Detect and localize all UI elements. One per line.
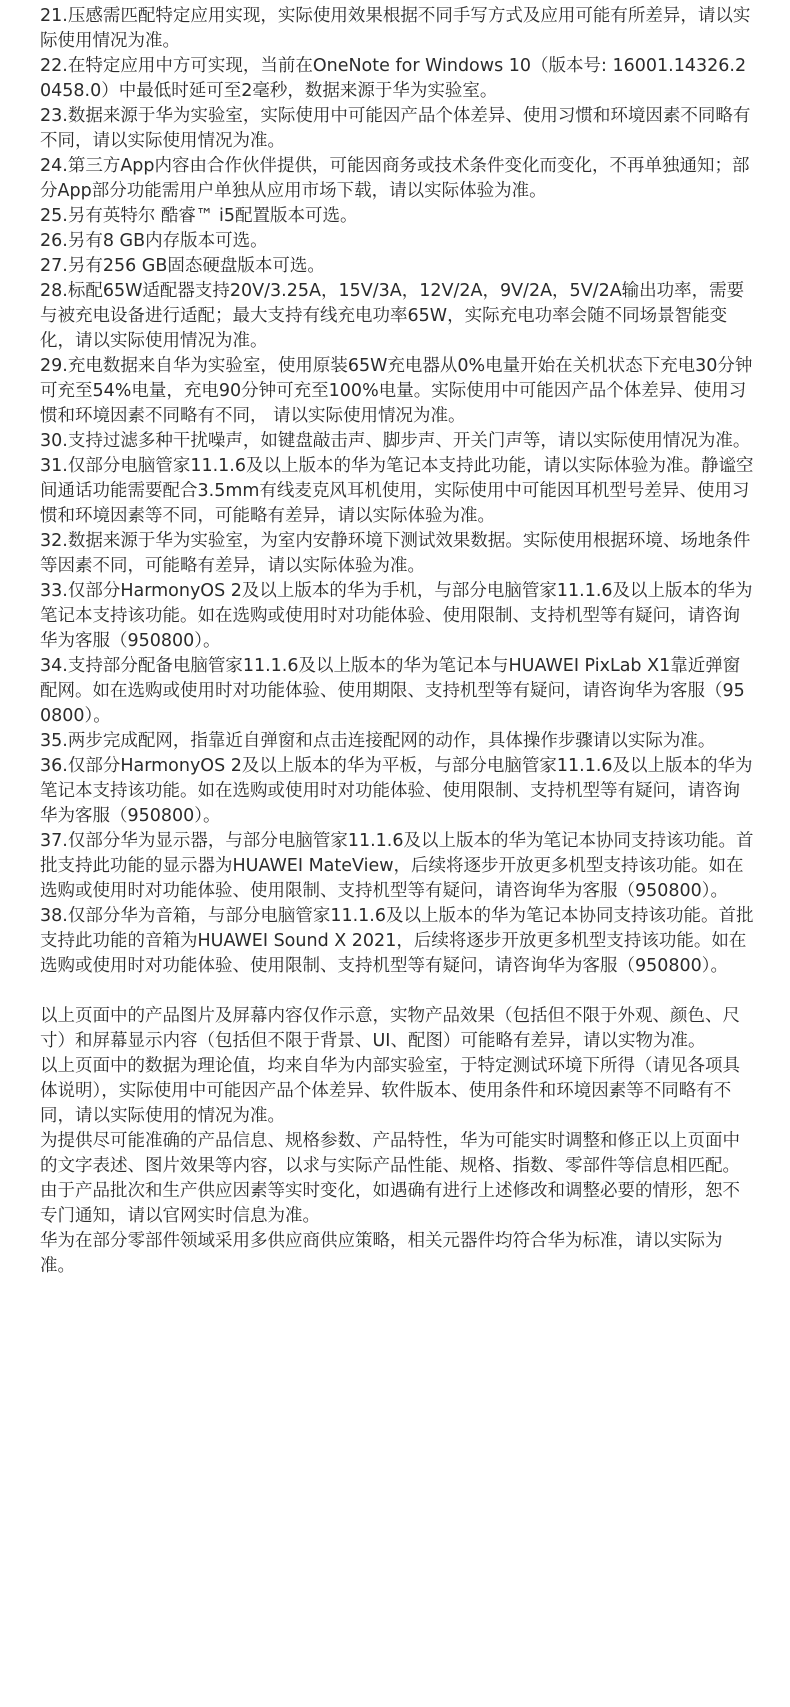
footnote-37: 37.仅部分华为显示器，与部分电脑管家11.1.6及以上版本的华为笔记本协同支持该功能。首批支持此功能的显示器为HUAWEI MateView，后续将逐步开放更多机型支持该功能。如在选购或使用时对功能体验、使用限制、支持机型等有疑问，请咨询华为客服（950800）。	[40, 831, 754, 901]
disclaimer-data: 以上页面中的数据为理论值，均来自华为内部实验室，于特定测试环境下所得（请见各项具体说明），实际使用中可能因产品个体差异、软件版本、使用条件和环境因素等不同略有不同，请以实际使用的情况为准。	[40, 1056, 740, 1126]
disclaimer-images: 以上页面中的产品图片及屏幕内容仅作示意，实物产品效果（包括但不限于外观、颜色、尺寸）和屏幕显示内容（包括但不限于背景、UI、配图）可能略有差异，请以实物为准。	[40, 1006, 740, 1051]
footnote-29: 29.充电数据来自华为实验室，使用原装65W充电器从0%电量开始在关机状态下充电30分钟可充至54%电量，充电90分钟可充至100%电量。实际使用中可能因产品个体差异、使用习惯和环境因素不同略有不同， 请以实际使用情况为准。	[40, 356, 753, 426]
footnote-25: 25.另有英特尔 酷睿™ i5配置版本可选。	[40, 206, 358, 226]
footnote-24: 24.第三方App内容由合作伙伴提供，可能因商务或技术条件变化而变化，不再单独通知；部分App部分功能需用户单独从应用市场下载，请以实际体验为准。	[40, 156, 750, 201]
footnote-31: 31.仅部分电脑管家11.1.6及以上版本的华为笔记本支持此功能，请以实际体验为准。静谧空间通话功能需要配合3.5mm有线麦克风耳机使用，实际使用中可能因耳机型号差异、使用习惯和环境因素等不同，可能略有差异，请以实际体验为准。	[40, 456, 754, 526]
footnote-28: 28.标配65W适配器支持20V/3.25A，15V/3A，12V/2A，9V/2A，5V/2A输出功率，需要与被充电设备进行适配；最大支持有线充电功率65W，实际充电功率会随不同场景智能变化，请以实际使用情况为准。	[40, 281, 745, 351]
footnote-30: 30.支持过滤多种干扰噪声，如键盘敲击声、脚步声、开关门声等，请以实际使用情况为准。	[40, 431, 751, 451]
disclaimer-section	[40, 1004, 754, 1279]
footnote-26: 26.另有8 GB内存版本可选。	[40, 231, 268, 251]
footnote-32: 32.数据来源于华为实验室，为室内安静环境下测试效果数据。实际使用根据环境、场地条件等因素不同，可能略有差异，请以实际体验为准。	[40, 531, 751, 576]
footnote-38: 38.仅部分华为音箱，与部分电脑管家11.1.6及以上版本的华为笔记本协同支持该功能。首批支持此功能的音箱为HUAWEI Sound X 2021，后续将逐步开放更多机型支持该功能。如在选购或使用时对功能体验、使用限制、支持机型等有疑问，请咨询华为客服（950800）。	[40, 906, 754, 976]
footnote-27: 27.另有256 GB固态硬盘版本可选。	[40, 256, 325, 276]
footnote-23: 23.数据来源于华为实验室，实际使用中可能因产品个体差异、使用习惯和环境因素不同略有不同，请以实际使用情况为准。	[40, 106, 751, 151]
disclaimer-updates: 为提供尽可能准确的产品信息、规格参数、产品特性，华为可能实时调整和修正以上页面中的文字表述、图片效果等内容，以求与实际产品性能、规格、指数、零部件等信息相匹配。由于产品批次和生产供应因素等实时变化，如遇确有进行上述修改和调整必要的情形，恕不专门通知，请以官网实时信息为准。	[40, 1131, 740, 1226]
footnote-21: 21.压感需匹配特定应用实现，实际使用效果根据不同手写方式及应用可能有所差异，请以实际使用情况为准。	[40, 6, 751, 51]
footnote-list	[40, 4, 754, 979]
footnote-22: 22.在特定应用中方可实现，当前在OneNote for Windows 10（版本号: 16001.14326.20458.0）中最低时延可至2毫秒，数据来源于华为实验室。	[40, 56, 747, 101]
footnote-34: 34.支持部分配备电脑管家11.1.6及以上版本的华为笔记本与HUAWEI PixLab X1靠近弹窗配网。如在选购或使用时对功能体验、使用期限、支持机型等有疑问，请咨询华为客服（950800）。	[40, 656, 745, 726]
disclaimer-suppliers: 华为在部分零部件领域采用多供应商供应策略，相关元器件均符合华为标准，请以实际为准。	[40, 1231, 723, 1276]
footnote-33: 33.仅部分HarmonyOS 2及以上版本的华为手机，与部分电脑管家11.1.6及以上版本的华为笔记本支持该功能。如在选购或使用时对功能体验、使用限制、支持机型等有疑问，请咨询华为客服（950800）。	[40, 581, 753, 651]
footnote-35: 35.两步完成配网，指靠近自弹窗和点击连接配网的动作，具体操作步骤请以实际为准。	[40, 731, 716, 751]
footnote-36: 36.仅部分HarmonyOS 2及以上版本的华为平板，与部分电脑管家11.1.6及以上版本的华为笔记本支持该功能。如在选购或使用时对功能体验、使用限制、支持机型等有疑问，请咨询华为客服（950800）。	[40, 756, 753, 826]
